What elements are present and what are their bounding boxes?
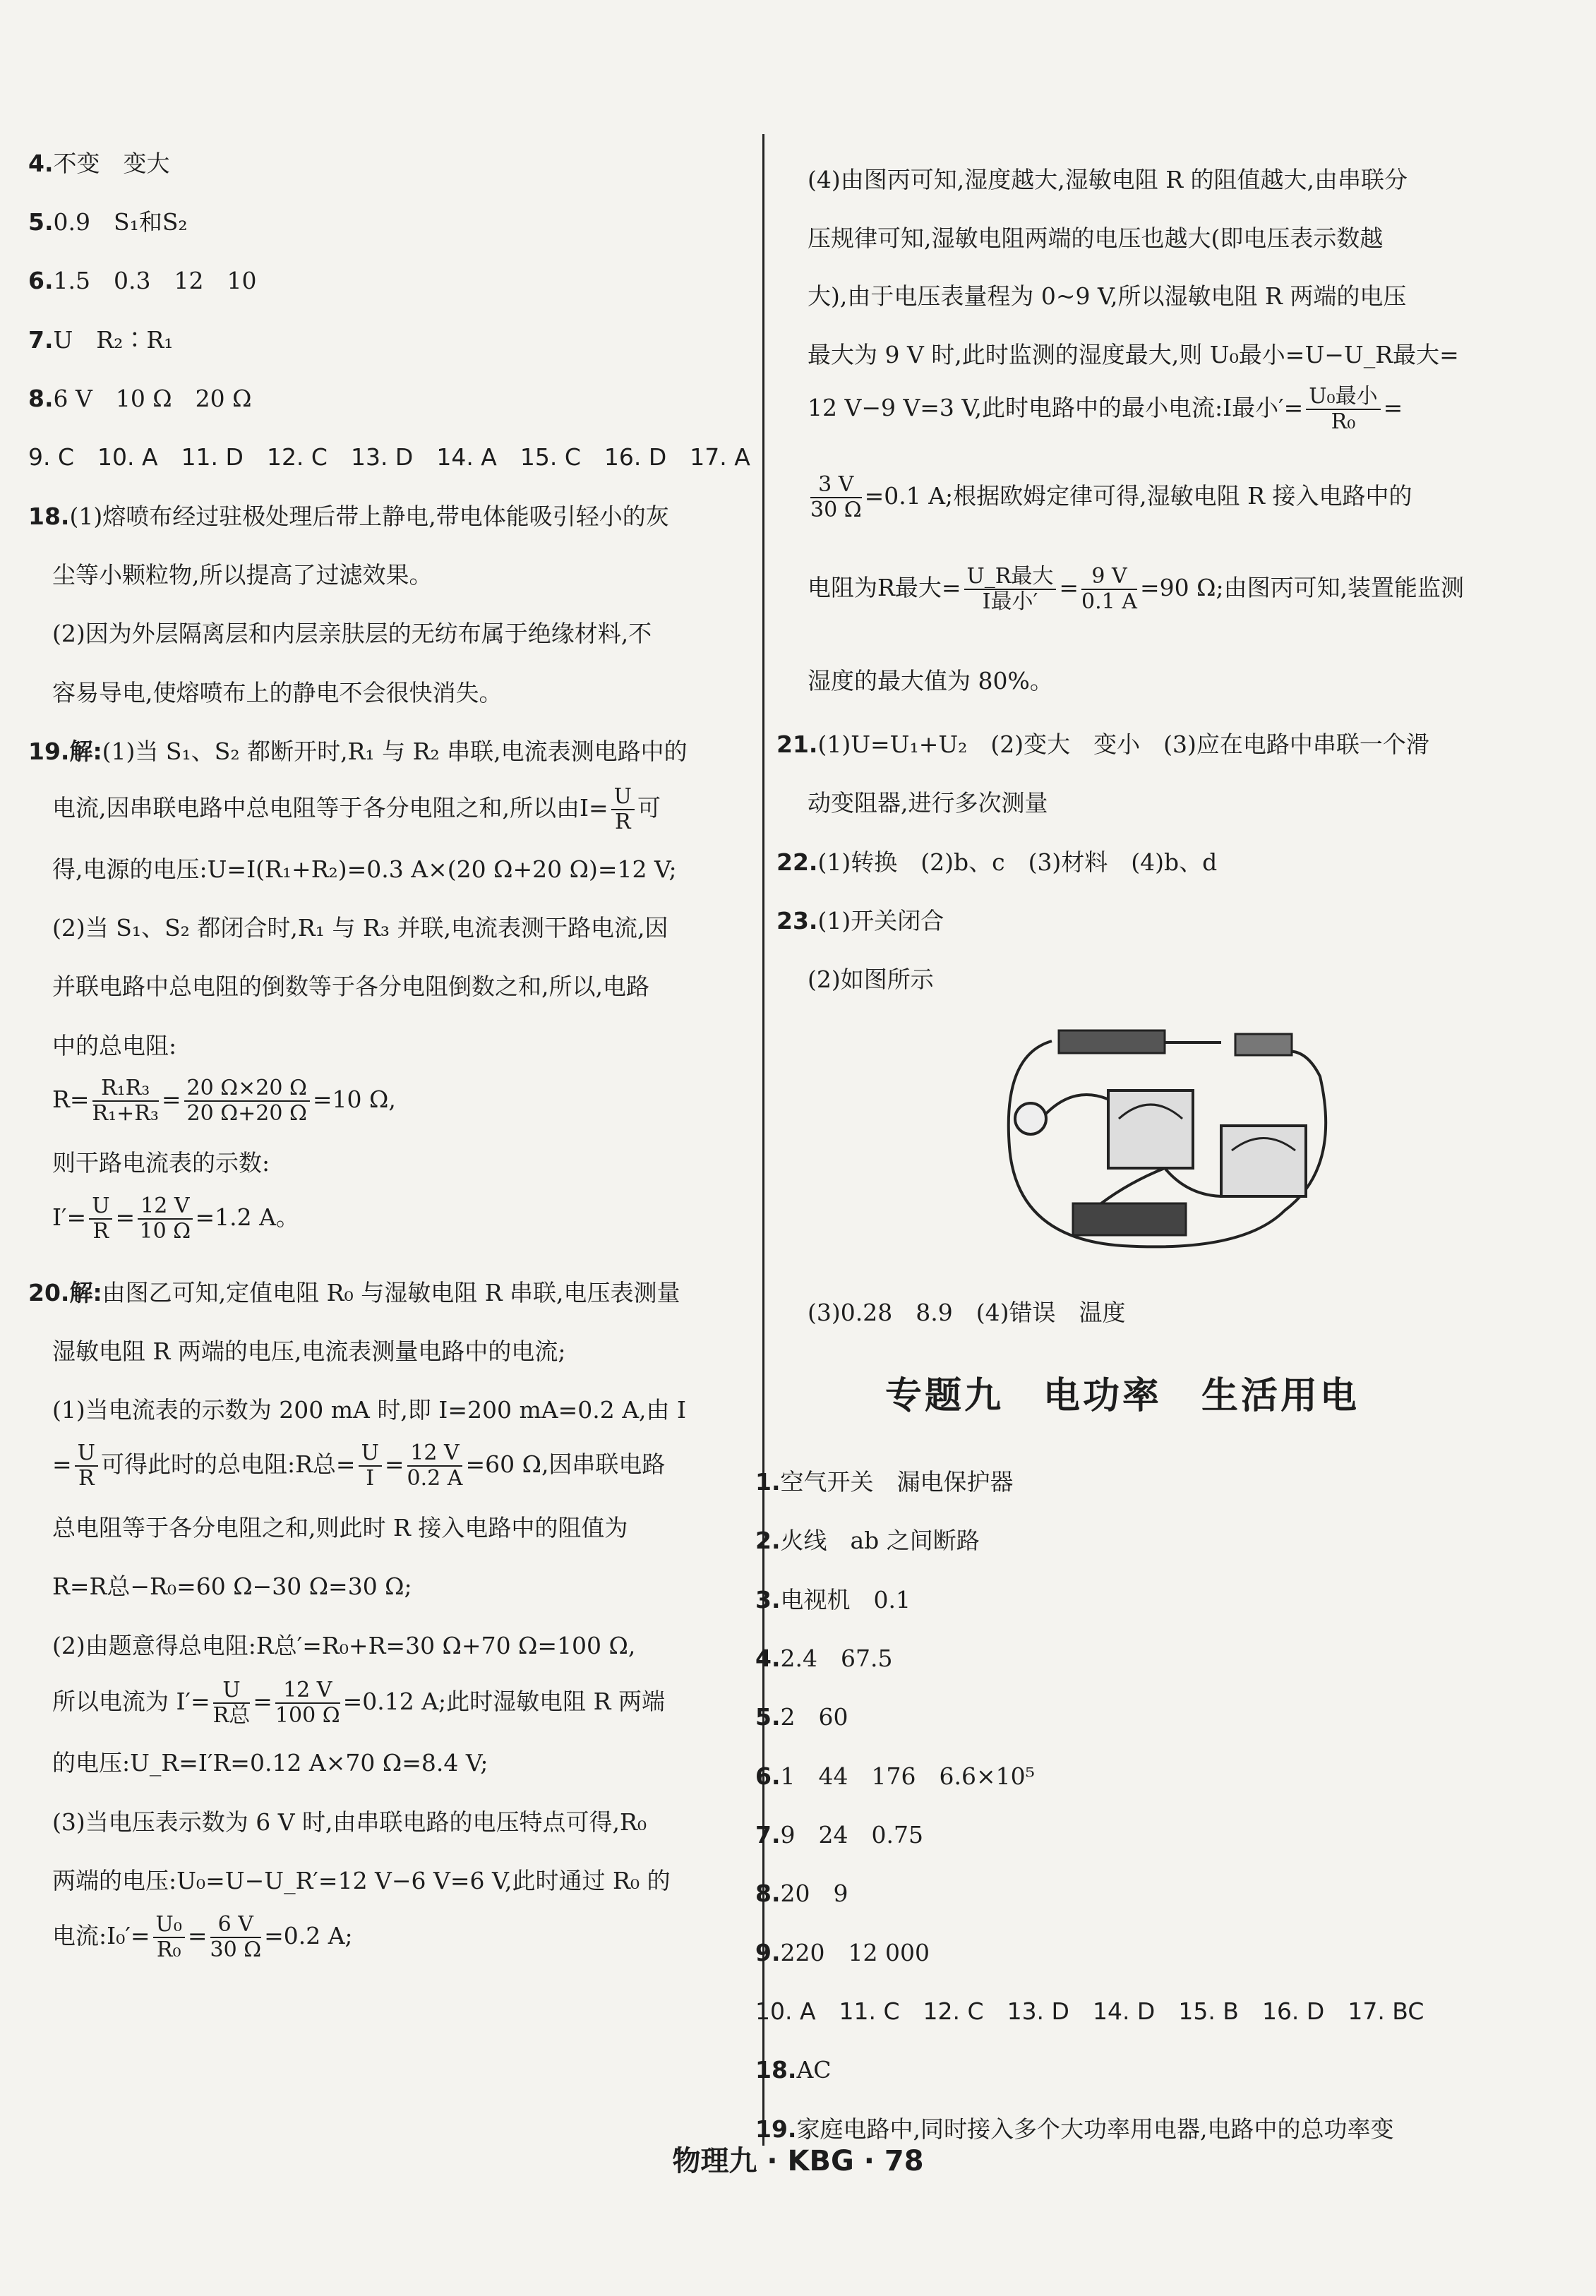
section9-answer-1: 1.空气开关 漏电保护器 (755, 1468, 1014, 1496)
answer-9-17: 9. C 10. A 11. D 12. C 13. D 14. A 15. C 16. D 17. A (28, 443, 750, 471)
answer-19-l8: 则干路电流表的示数: (52, 1149, 270, 1177)
answer-4: 4.不变 变大 (28, 150, 170, 177)
answer-18-l2: 尘等小颗粒物,所以提高了过滤效果。 (52, 561, 433, 589)
fraction: $\frac{U}{R}$ (75, 1441, 98, 1491)
circuit-diagram (988, 1027, 1355, 1260)
fraction: $\frac{9 V}{0.1 A}$ (1081, 564, 1137, 614)
rheostat-icon (1073, 1203, 1186, 1235)
answer-20c-l6: $\frac{3 V}{30 \Omega}$ =0.1 A;根据欧姆定律可得,湿敏电阻 R 接入电路中的 (810, 472, 1412, 522)
answer-18-l4: 容易导电,使熔喷布上的静电不会很快消失。 (52, 679, 503, 707)
answer-20-l6: R=R总−R₀=60 Ω−30 Ω=30 Ω; (52, 1573, 412, 1600)
answer-20c-l7: 电阻为R最大= $\frac{\text{U\_R最大}}{\text{I最小′}}$ = $\frac{9 V}{0.1 A}$ =90 Ω;由图丙可知,装置能监测 (808, 564, 1465, 614)
section9-answer-5: 5.2 60 (755, 1703, 848, 1731)
answer-18-l1: 18.(1)熔喷布经过驻极处理后带上静电,带电体能吸引轻小的灰 (28, 503, 669, 530)
answer-23-l3: (3)0.28 8.9 (4)错误 温度 (808, 1299, 1126, 1326)
battery-icon (1059, 1030, 1165, 1053)
answer-20-l10: (3)当电压表示数为 6 V 时,由串联电路的电压特点可得,R₀ (52, 1808, 647, 1836)
answer-23-l1: 23.(1)开关闭合 (776, 907, 944, 934)
fraction: $\frac{12 V}{10 \Omega}$ (138, 1194, 192, 1244)
fraction: $\frac{3 V}{30 \Omega}$ (810, 472, 862, 522)
fraction: $\frac{U}{R}$ (611, 785, 635, 834)
answer-18-l3: (2)因为外层隔离层和内层亲肤层的无纺布属于绝缘材料,不 (52, 620, 652, 647)
fraction: $\frac{6 V}{30 \Omega}$ (210, 1912, 262, 1962)
answer-20c-l2: 压规律可知,湿敏电阻两端的电压也越大(即电压表示数越 (808, 224, 1384, 252)
section9-answer-10-17: 10. A 11. C 12. C 13. D 14. D 15. B 16. D 17. BC (755, 1997, 1424, 2025)
answer-20-l5: 总电阻等于各分电阻之和,则此时 R 接入电路中的阻值为 (52, 1514, 628, 1541)
answer-20c-l4: 最大为 9 V 时,此时监测的湿度最大,则 U₀最小=U−U_R最大= (808, 341, 1459, 368)
fraction: $\frac{U}{\text{R总}}$ (212, 1678, 251, 1728)
answer-20-l2: 湿敏电阻 R 两端的电压,电流表测量电路中的电流; (52, 1338, 566, 1365)
answer-23-l2: (2)如图所示 (808, 966, 934, 993)
section9-answer-19: 19.家庭电路中,同时接入多个大功率用电器,电路中的总功率变 (755, 2115, 1394, 2143)
section9-answer-4: 4.2.4 67.5 (755, 1645, 893, 1672)
answer-19-l5: 并联电路中总电阻的倒数等于各分电阻倒数之和,所以,电路 (52, 973, 649, 1000)
answer-20c-l5: 12 V−9 V=3 V,此时电路中的最小电流:I最小′= $\frac{\text{U₀最小}}{\text{R₀}}$ = (808, 384, 1403, 434)
answer-8: 8.6 V 10 Ω 20 Ω (28, 385, 252, 412)
ammeter-icon (1221, 1126, 1306, 1196)
answer-19-l9: I′= $\frac{U}{R}$ = $\frac{12 V}{10 \Omega}$ =1.2 A。 (52, 1194, 299, 1244)
answer-21-l1: 21.(1)U=U₁+U₂ (2)变大 变小 (3)应在电路中串联一个滑 (776, 731, 1429, 758)
answer-20-l3: (1)当电流表的示数为 200 mA 时,即 I=200 mA=0.2 A,由 I (52, 1396, 687, 1424)
fraction: $\frac{\text{R₁R₃}}{\text{R₁+R₃}}$ (92, 1076, 159, 1126)
answer-19-l7: R= $\frac{\text{R₁R₃}}{\text{R₁+R₃}}$ = $\frac{20 \Omega\times 20 \Omega}{20 \Omega+20 \Omega}$ =10 Ω, (52, 1076, 396, 1126)
answer-19-l2: 电流,因串联电路中总电阻等于各分电阻之和,所以由I= $\frac{U}{R}$ 可 (52, 784, 661, 834)
voltmeter-icon (1108, 1090, 1193, 1168)
fraction: $\frac{\text{U\_R最大}}{\text{I最小′}}$ (964, 565, 1057, 614)
answer-20-l4: = $\frac{U}{R}$ 可得此时的总电阻:R总= $\frac{U}{I}$ = $\frac{12 V}{0.2 A}$ =60 Ω,因串联电路 (52, 1441, 666, 1491)
fraction: $\frac{U}{R}$ (89, 1194, 112, 1244)
answer-22: 22.(1)转换 (2)b、c (3)材料 (4)b、d (776, 848, 1218, 876)
section9-answer-7: 7.9 24 0.75 (755, 1821, 923, 1849)
section9-answer-6: 6.1 44 176 6.6×10⁵ (755, 1762, 1035, 1790)
fraction: $\frac{U}{I}$ (359, 1441, 382, 1491)
answer-5: 5.0.9 S₁和S₂ (28, 208, 188, 236)
answer-20-l9: 的电压:U_R=I′R=0.12 A×70 Ω=8.4 V; (52, 1749, 488, 1777)
answer-19-l4: (2)当 S₁、S₂ 都闭合时,R₁ 与 R₃ 并联,电流表测干路电流,因 (52, 914, 668, 942)
answer-20-l11: 两端的电压:U₀=U−U_R′=12 V−6 V=6 V,此时通过 R₀ 的 (52, 1867, 671, 1894)
answer-20c-l8: 湿度的最大值为 80%。 (808, 667, 1053, 695)
page-footer: 物理九 · KBG · 78 (672, 2145, 924, 2177)
section9-answer-2: 2.火线 ab 之间断路 (755, 1527, 980, 1554)
answer-19-l1: 19.解:(1)当 S₁、S₂ 都断开时,R₁ 与 R₂ 串联,电流表测电路中的 (28, 738, 688, 765)
fraction: $\frac{\text{U₀最小}}{\text{R₀}}$ (1306, 385, 1380, 434)
answer-20-l8: 所以电流为 I′= $\frac{U}{\text{R总}}$ = $\frac{12 V}{100 \Omega}$ =0.12 A;此时湿敏电阻 R 两端 (52, 1678, 665, 1728)
fraction: $\frac{12 V}{100 \Omega}$ (275, 1678, 340, 1728)
section-title: 专题九 电功率 生活用电 (884, 1375, 1360, 1417)
answer-6: 6.1.5 0.3 12 10 (28, 267, 257, 294)
answer-20-l7: (2)由题意得总电阻:R总′=R₀+R=30 Ω+70 Ω=100 Ω, (52, 1632, 636, 1659)
section9-answer-18: 18.AC (755, 2056, 832, 2084)
switch-icon (1235, 1034, 1292, 1055)
fraction: $\frac{12 V}{0.2 A}$ (407, 1441, 463, 1491)
answer-7: 7.U R₂∶R₁ (28, 326, 174, 354)
answer-20c-l1: (4)由图丙可知,湿度越大,湿敏电阻 R 的阻值越大,由串联分 (808, 166, 1408, 193)
bulb-icon (1015, 1103, 1046, 1134)
answer-19-l6: 中的总电阻: (52, 1032, 177, 1059)
section9-answer-8: 8.20 9 (755, 1880, 848, 1907)
answer-19-l3: 得,电源的电压:U=I(R₁+R₂)=0.3 A×(20 Ω+20 Ω)=12 V; (52, 855, 677, 883)
answer-21-l2: 动变阻器,进行多次测量 (808, 789, 1048, 817)
answer-20-l12: 电流:I₀′= $\frac{\text{U₀}}{\text{R₀}}$ = $\frac{6 V}{30 \Omega}$ =0.2 A; (52, 1912, 353, 1962)
fraction: $\frac{\text{U₀}}{\text{R₀}}$ (153, 1913, 185, 1962)
fraction: $\frac{20 \Omega\times 20 \Omega}{20 \Omega+20 \Omega}$ (184, 1076, 310, 1126)
answer-20c-l3: 大),由于电压表量程为 0~9 V,所以湿敏电阻 R 两端的电压 (808, 282, 1407, 310)
answer-20-l1: 20.解:由图乙可知,定值电阻 R₀ 与湿敏电阻 R 串联,电压表测量 (28, 1279, 680, 1306)
section9-answer-9: 9.220 12 000 (755, 1939, 930, 1966)
section9-answer-3: 3.电视机 0.1 (755, 1586, 911, 1613)
